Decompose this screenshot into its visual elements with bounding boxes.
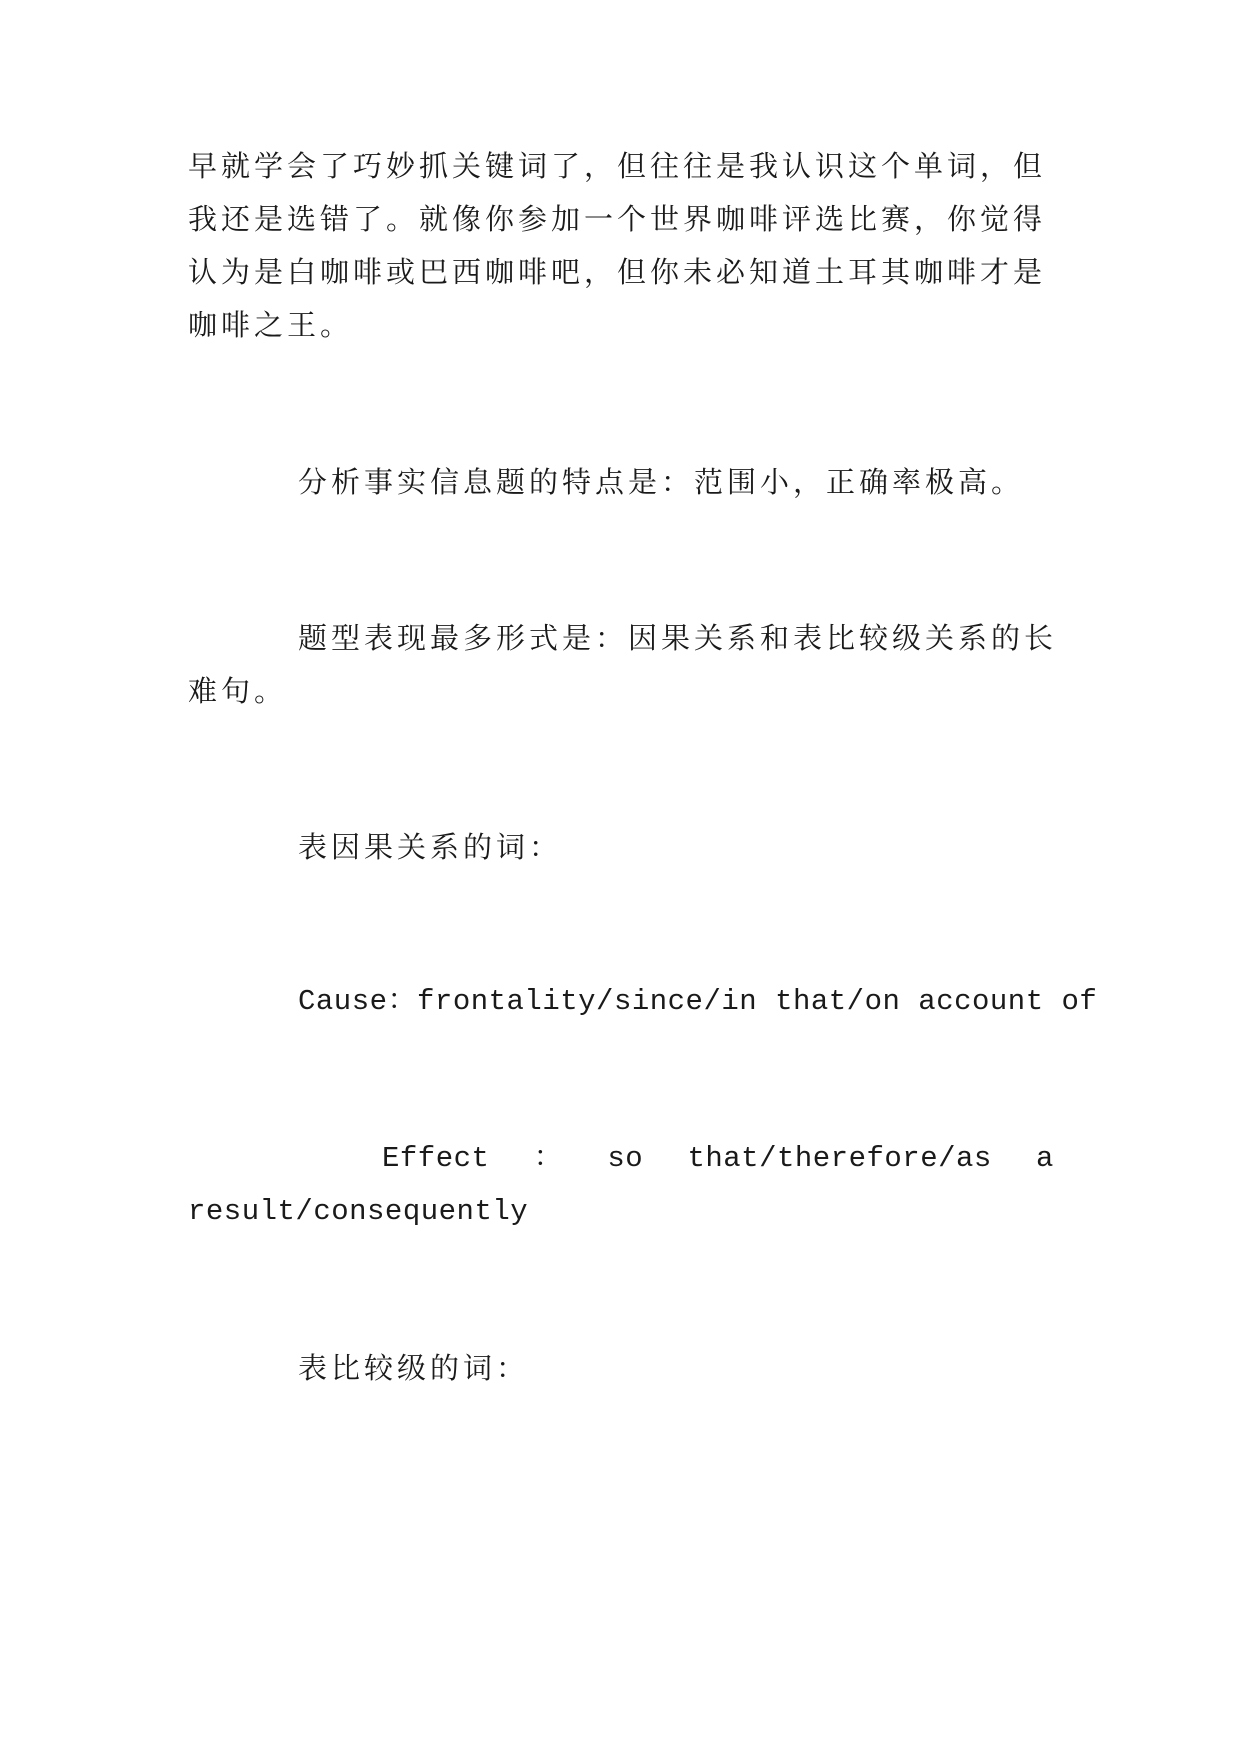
effect-word-1: Effect [382, 1142, 490, 1175]
effect-word-3: so [607, 1142, 644, 1175]
paragraph-6-line-2: result/consequently [188, 1195, 529, 1228]
effect-word-4: that/therefore/as [687, 1142, 992, 1175]
paragraph-3-line-1: 题型表现最多形式是：因果关系和表比较级关系的长 [298, 621, 1058, 655]
paragraph-1-line-3: 认为是白咖啡或巴西咖啡吧，但你未必知道土耳其咖啡才是 [188, 255, 1047, 289]
paragraph-2: 分析事实信息题的特点是：范围小，正确率极高。 [298, 465, 1025, 499]
paragraph-1-line-1: 早就学会了巧妙抓关键词了，但往往是我认识这个单词，但 [188, 149, 1047, 183]
paragraph-1-line-4: 咖啡之王。 [188, 308, 354, 342]
paragraph-7: 表比较级的词： [298, 1351, 530, 1385]
paragraph-1-line-2: 我还是选错了。就像你参加一个世界咖啡评选比赛，你觉得 [188, 202, 1047, 236]
paragraph-4: 表因果关系的词： [298, 830, 563, 864]
effect-word-2: ： [533, 1142, 564, 1175]
paragraph-6-line-1 [382, 1139, 1054, 1179]
paragraph-5-cause: Cause：frontality/since/in that/on account of [298, 985, 1098, 1018]
effect-word-5: a [1036, 1142, 1054, 1175]
paragraph-3-line-2: 难句。 [188, 674, 288, 708]
